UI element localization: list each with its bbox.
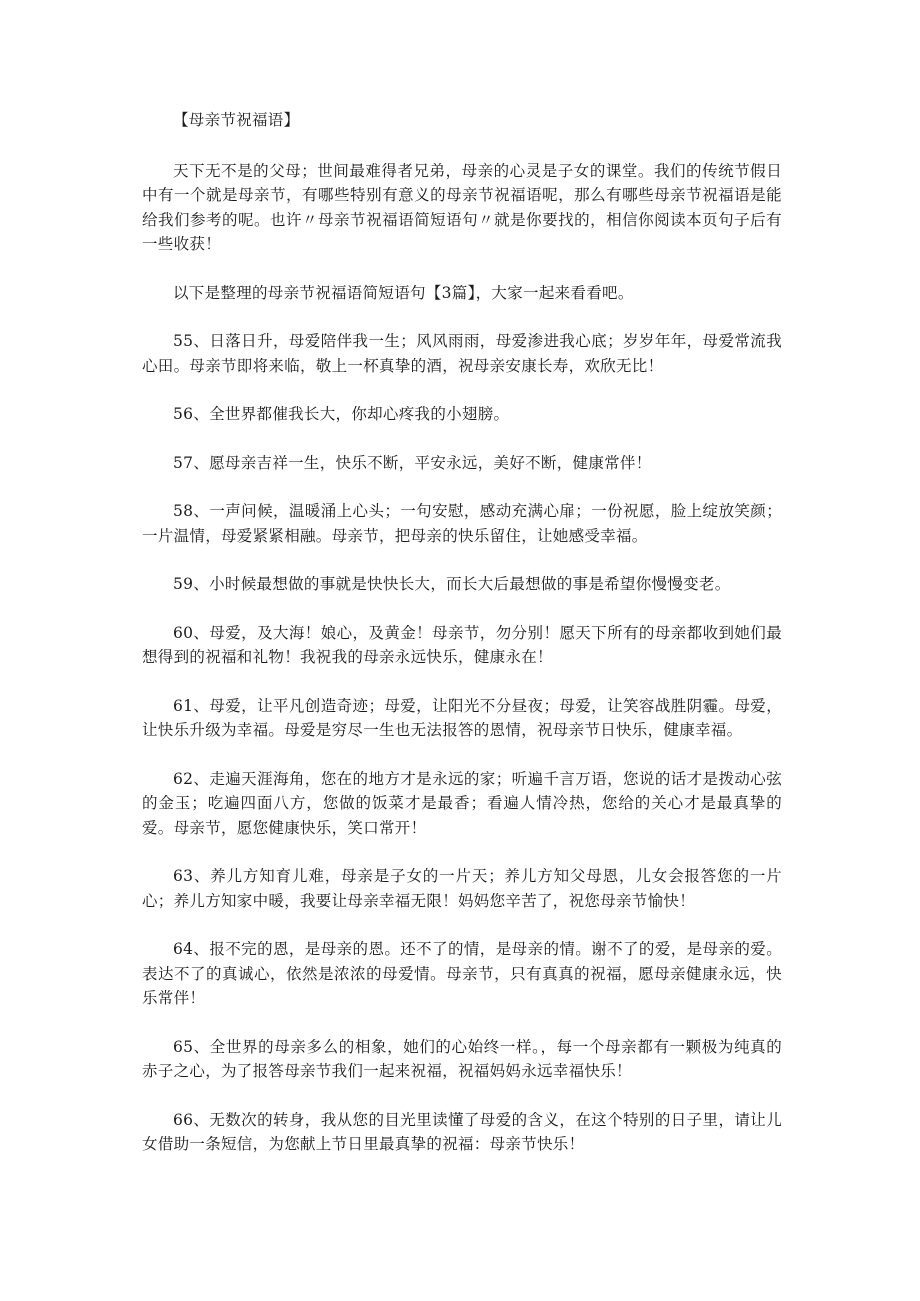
wish-item-63: 63、养儿方知育儿难，母亲是子女的一片天；养儿方知父母恩，儿女会报答您的一片心；养儿方知家中暖，我要让母亲幸福无限！妈妈您辛苦了，祝您母亲节愉快！	[142, 867, 782, 910]
document-title: 【母亲节祝福语】	[173, 111, 300, 129]
wish-item-65: 65、全世界的母亲多么的相象，她们的心始终一样。，每一个母亲都有一颗极为纯真的赤子之心，为了报答母亲节我们一起来祝福，祝福妈妈永远幸福快乐！	[142, 1037, 782, 1080]
wish-item-55: 55、日落日升，母爱陪伴我一生；风风雨雨，母爱渗进我心底；岁岁年年，母爱常流我心田。母亲节即将来临，敬上一杯真挚的酒，祝母亲安康长寿，欢欣无比！	[142, 332, 782, 375]
wish-item-64: 64、报不完的恩，是母亲的恩。还不了的情，是母亲的情。谢不了的爱，是母亲的爱。表达不了的真诚心，依然是浓浓的母爱情。母亲节，只有真真的祝福，愿母亲健康永远，快乐常伴！	[142, 940, 782, 1007]
wish-item-62: 62、走遍天涯海角，您在的地方才是永远的家；听遍千言万语，您说的话才是拨动心弦的金玉；吃遍四面八方，您做的饭菜才是最香；看遍人情冷热，您给的关心才是最真挚的爱。母亲节，愿您健康快乐，笑口常开！	[142, 769, 782, 837]
wish-item-58: 58、一声问候，温暖涌上心头；一句安慰，感动充满心扉；一份祝愿，脸上绽放笑颜；一片温情，母爱紧紧相融。母亲节，把母亲的快乐留住，让她感受幸福。	[142, 502, 782, 545]
wish-item-61: 61、母爱，让平凡创造奇迹；母爱，让阳光不分昼夜；母爱，让笑容战胜阴霾。母爱，让快乐升级为幸福。母爱是穷尽一生也无法报答的恩情，祝母亲节日快乐，健康幸福。	[142, 696, 782, 739]
wish-item-66: 66、无数次的转身，我从您的目光里读懂了母爱的含义，在这个特别的日子里，请让儿女借助一条短信，为您献上节日里最真挚的祝福：母亲节快乐！	[142, 1110, 782, 1153]
wish-item-59: 59、小时候最想做的事就是快快长大，而长大后最想做的事是希望你慢慢变老。	[173, 575, 731, 593]
wish-item-60: 60、母爱，及大海！娘心，及黄金！母亲节，勿分别！愿天下所有的母亲都收到她们最想得到的祝福和礼物！我祝我的母亲永远快乐，健康永在！	[142, 623, 782, 666]
wish-item-57: 57、愿母亲吉祥一生，快乐不断，平安永远，美好不断，健康常伴！	[173, 453, 652, 472]
document-body	[142, 108, 782, 1181]
wish-item-56: 56、全世界都催我长大，你却心疼我的小翅膀。	[173, 405, 510, 423]
intro-paragraph: 天下无不是的父母；世间最难得者兄弟，母亲的心灵是子女的课堂。我们的传统节假日中有一个就是母亲节，有哪些特别有意义的母亲节祝福语呢，那么有哪些母亲节祝福语是能给我们参考的呢。也许〃母亲节祝福语简短语句〃就是你要找的，相信你阅读本页句子后有一些收获！	[142, 161, 782, 253]
lead-paragraph: 以下是整理的母亲节祝福语简短语句【3篇】，大家一起来看看吧。	[173, 283, 634, 302]
